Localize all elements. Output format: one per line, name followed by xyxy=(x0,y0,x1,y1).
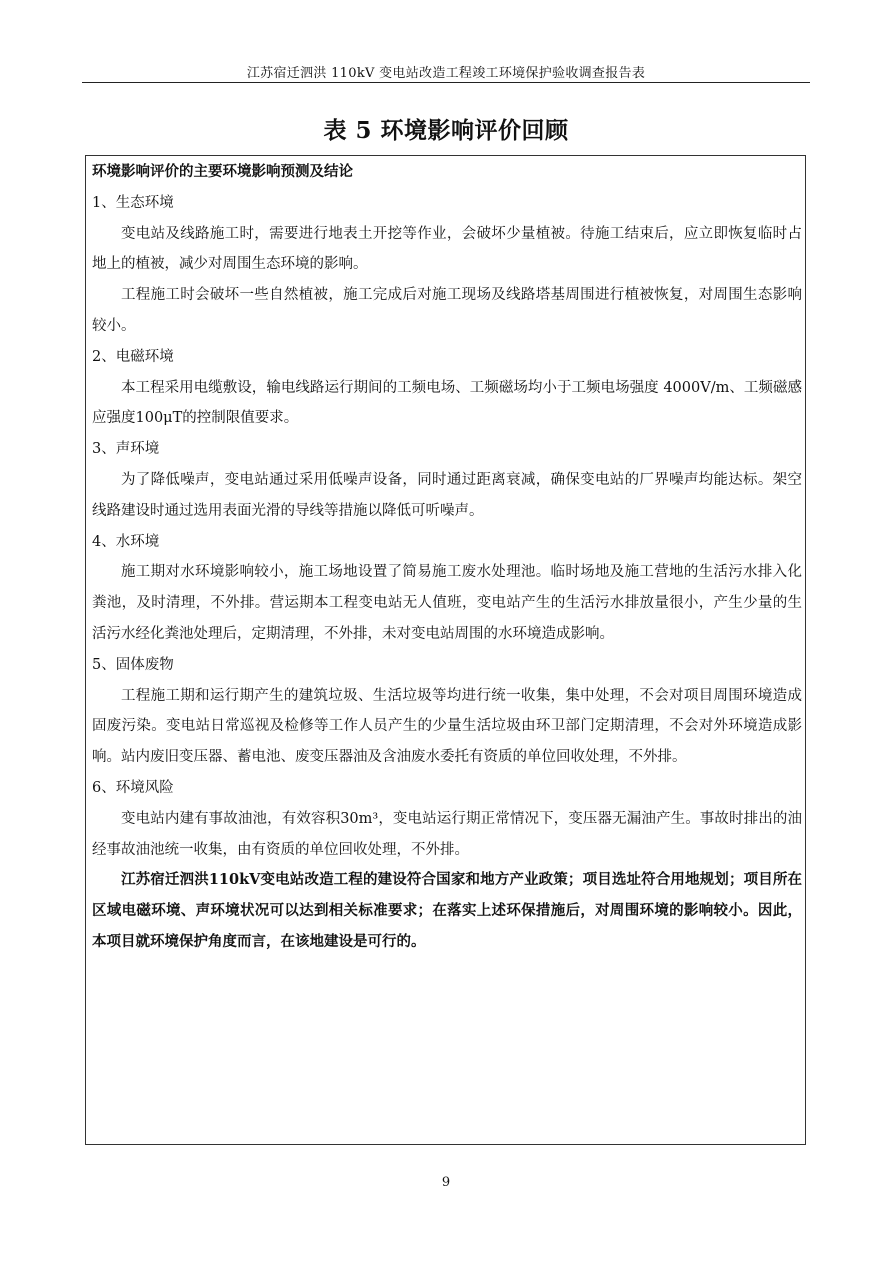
section-label-solid-waste: 5、固体废物 xyxy=(92,656,174,673)
running-header: 江苏宿迁泗洪 110kV 变电站改造工程竣工环境保护验收调查报告表 xyxy=(246,66,646,81)
section-label-water: 4、水环境 xyxy=(92,533,160,550)
section-paragraph: 工程施工期和运行期产生的建筑垃圾、生活垃圾等均进行统一收集，集中处理，不会对项目周围环境造成固废污染。变电站日常巡视及检修等工作人员产生的少量生活垃圾由环卫部门定期清理，不会对外环境造成影响。站内废旧变压器、蓄电池、废变压器油及含油废水委托有资质的单位回收处理，不外排。 xyxy=(92,687,802,766)
page-number: 9 xyxy=(441,1175,451,1190)
section-label-ecology: 1、生态环境 xyxy=(92,194,174,211)
table-content xyxy=(92,157,802,958)
section-label-electromagnetic: 2、电磁环境 xyxy=(92,348,174,365)
section-label-risk: 6、环境风险 xyxy=(92,779,174,796)
table-title: 表 5 环境影响评价回顾 xyxy=(323,117,569,144)
conclusion-paragraph: 江苏宿迁泗洪110kV变电站改造工程的建设符合国家和地方产业政策；项目选址符合用地规划；项目所在区域电磁环境、声环境状况可以达到相关标准要求；在落实上述环保措施后，对周围环境的影响较小。因此，本项目就环境保护角度而言，在该地建设是可行的。 xyxy=(92,871,802,950)
section-paragraph: 工程施工时会破坏一些自然植被，施工完成后对施工现场及线路塔基周围进行植被恢复，对周围生态影响较小。 xyxy=(92,287,802,334)
section-paragraph: 为了降低噪声，变电站通过采用低噪声设备，同时通过距离衰减，确保变电站的厂界噪声均能达标。架空线路建设时通过选用表面光滑的导线等措施以降低可听噪声。 xyxy=(92,471,802,519)
section-paragraph: 本工程采用电缆敷设，输电线路运行期间的工频电场、工频磁场均小于工频电场强度 4000V/m、工频磁感应强度100μT的控制限值要求。 xyxy=(92,379,802,427)
header-rule xyxy=(82,82,810,83)
box-heading: 环境影响评价的主要环境影响预测及结论 xyxy=(92,163,353,180)
section-label-acoustic: 3、声环境 xyxy=(92,441,160,458)
section-paragraph: 变电站内建有事故油池，有效容积30m³，变电站运行期正常情况下，变压器无漏油产生。事故时排出的油经事故油池统一收集，由有资质的单位回收处理，不外排。 xyxy=(92,810,802,858)
section-paragraph: 变电站及线路施工时，需要进行地表土开挖等作业，会破坏少量植被。待施工结束后，应立即恢复临时占地上的植被，减少对周围生态环境的影响。 xyxy=(92,225,802,273)
section-paragraph: 施工期对水环境影响较小，施工场地设置了简易施工废水处理池。临时场地及施工营地的生活污水排入化粪池，及时清理，不外排。营运期本工程变电站无人值班，变电站产生的生活污水排放量很小，产生少量的生活污水经化粪池处理后，定期清理，不外排，未对变电站周围的水环境造成影响。 xyxy=(92,564,802,642)
